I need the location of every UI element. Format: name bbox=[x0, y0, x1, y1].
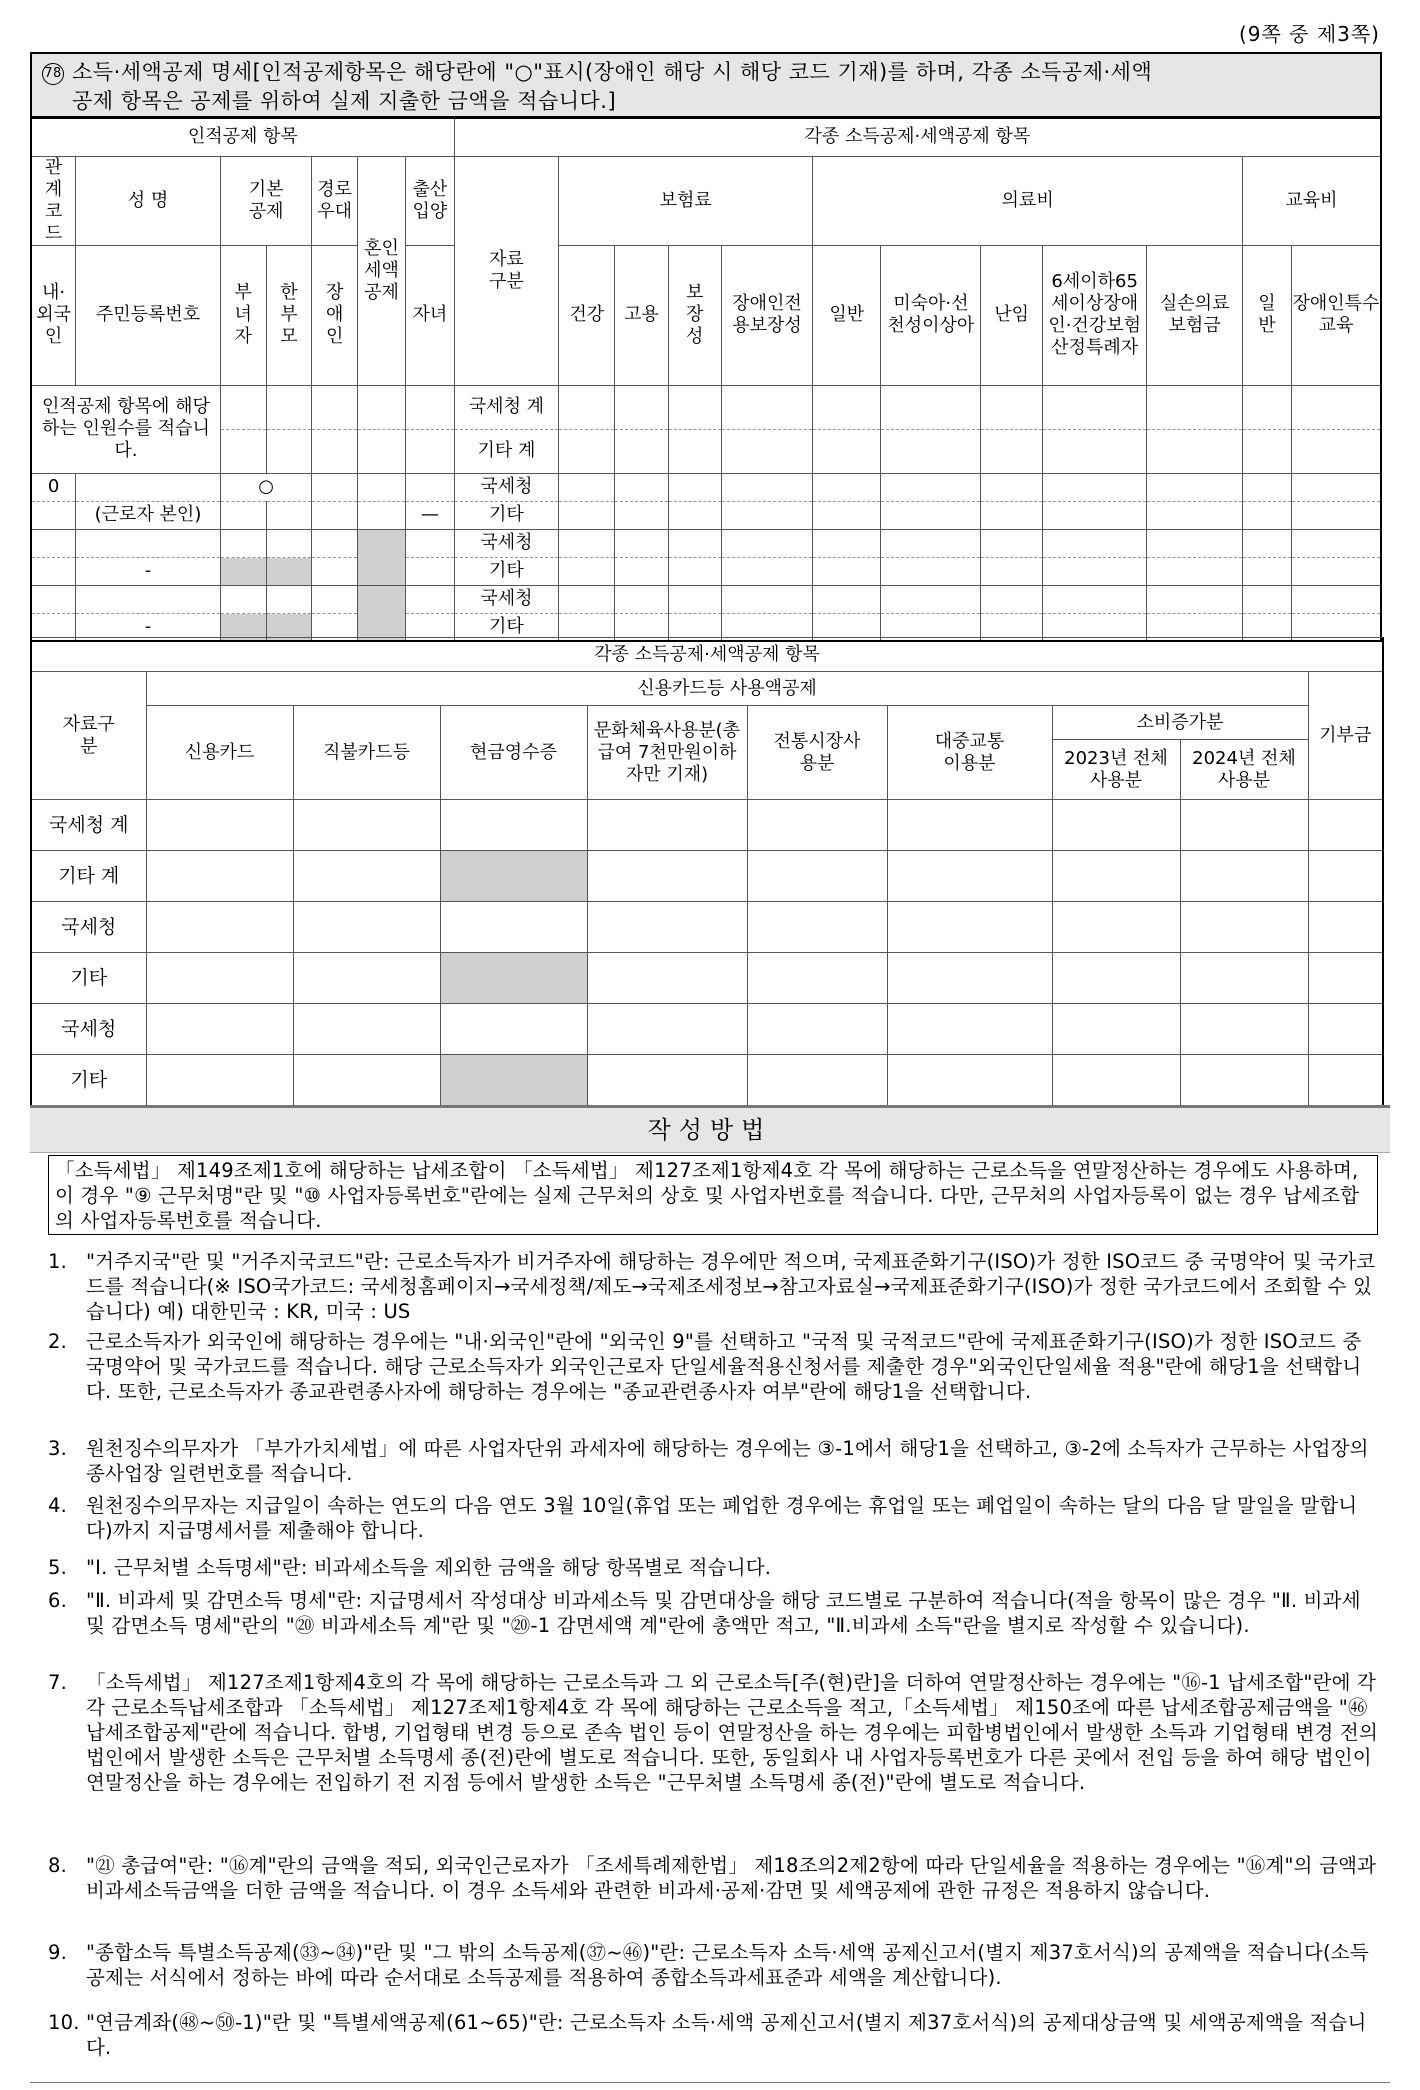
cell[interactable] bbox=[293, 1004, 440, 1055]
cell[interactable] bbox=[266, 585, 312, 613]
disabled-shaded-cell bbox=[358, 529, 406, 585]
cell[interactable] bbox=[146, 800, 293, 851]
cell[interactable] bbox=[293, 800, 440, 851]
other-total-label: 기타 계 bbox=[31, 851, 146, 902]
debit-card-header: 직불카드등 bbox=[293, 706, 440, 800]
cell[interactable] bbox=[76, 585, 221, 613]
shaded-cell bbox=[440, 1055, 587, 1106]
cell[interactable] bbox=[1291, 585, 1381, 613]
employment-header: 고용 bbox=[615, 245, 668, 385]
cell[interactable] bbox=[587, 1055, 747, 1106]
cell[interactable] bbox=[721, 557, 812, 585]
disabled-shaded-cell bbox=[358, 585, 406, 641]
cell[interactable] bbox=[1308, 800, 1383, 851]
cell[interactable] bbox=[881, 501, 981, 529]
cell[interactable] bbox=[440, 800, 587, 851]
edu-disabled-header: 장애인특수교육 bbox=[1291, 245, 1381, 385]
cell[interactable] bbox=[312, 501, 358, 529]
cell[interactable] bbox=[405, 473, 454, 501]
cell[interactable] bbox=[721, 473, 812, 501]
cell[interactable] bbox=[1180, 1055, 1308, 1106]
instruction-item bbox=[48, 1493, 1378, 1543]
cell[interactable] bbox=[1291, 529, 1381, 557]
cell[interactable] bbox=[1147, 429, 1243, 473]
item-text: "연금계좌(㊽~㊿-1)"란 및 "특별세액공제(61~65)"란: 근로소득자 소득·세액 공제신고서(별지 제37호서식)의 공제대상금액 및 세액공제액을 적습니다. bbox=[86, 2011, 1367, 2059]
credit-card-header: 신용카드 bbox=[146, 706, 293, 800]
disabled-header: 장애인 bbox=[312, 245, 358, 385]
item-text: 「소득세법」 제127조제1항제4호의 각 목에 해당하는 근로소득과 그 외 근로소득[주(현)란]을 더하여 연말정산하는 경우에는 "⑯-1 납세조합"란에 각각 근로소득납세조합과 「소득세법」 제127조제1항제4호 각 목에 해당하는 근로소득을 적고,「소득세법」 제150조에 따른 납세조합공제금액을 "㊻ 납세조합공제"란에 적습니다. 합병, 기업형태 변경 등으로 존속 법인 등이 연말정산을 하는 경우에는 피합병법인에서 발생한 소득과 기업형태 변경 전의 법인에서 발생한 소득은 근무처별 소득명세 종(전)란에 별도로 적습니다. 또한, 동일회사 내 사업자등록번호가 다른 곳에서 전입 등을 하여 해당 법인이 연말정산을 하는 경우에는 전입하기 전 지점 등에서 발생한 소득은 "근무처별 소득명세 종(전)"란에 별도로 적습니다. bbox=[86, 1671, 1378, 1794]
cell[interactable] bbox=[668, 501, 721, 529]
disabled-coverage-header: 장애인전용보장성 bbox=[721, 245, 812, 385]
cell[interactable] bbox=[1243, 429, 1292, 473]
cell[interactable] bbox=[747, 902, 887, 953]
cell[interactable] bbox=[31, 585, 76, 613]
cell[interactable] bbox=[405, 529, 454, 557]
cell[interactable] bbox=[587, 851, 747, 902]
relation-code-header: 관계코드 bbox=[31, 156, 76, 245]
insurance-header: 보험료 bbox=[559, 156, 813, 245]
cell[interactable] bbox=[615, 501, 668, 529]
cell[interactable] bbox=[615, 385, 668, 429]
cell[interactable] bbox=[358, 501, 406, 529]
shaded-cell bbox=[440, 851, 587, 902]
cell[interactable] bbox=[881, 385, 981, 429]
cell[interactable] bbox=[887, 1055, 1052, 1106]
item-text: 근로소득자가 외국인에 해당하는 경우에는 "내·외국인"란에 "외국인 9"를 선택하고 "국적 및 국적코드"란에 국제표준화기구(ISO)가 정한 ISO코드 중 국명약어 및 국가코드를 적습니다. 해당 근로소득자가 외국인근로자 단일세율적용신청서를 제출한 경우"외국인단일세율 적용"란에 해당1을 선택합니다. 또한, 근로소득자가 종교관련종사자에 해당하는 경우에는 "종교관련종사자 여부"란에 해당1을 선택합니다. bbox=[86, 1330, 1362, 1403]
cell[interactable] bbox=[1243, 385, 1292, 429]
cell[interactable] bbox=[1291, 501, 1381, 529]
item-text: "Ⅱ. 비과세 및 감면소득 명세"란: 지급명세서 작성대상 비과세소득 및 감면대상을 해당 코드별로 구분하여 적습니다(적을 항목이 많은 경우 "Ⅱ. 비과세 및 감면소득 명세"란의 "⑳ 비과세소득 계"란 및 "⑳-1 감면세액 계"란에 총액만 적고, "Ⅱ.비과세 소득"란을 별지로 작성할 수 있습니다). bbox=[86, 1589, 1361, 1637]
cell[interactable] bbox=[615, 429, 668, 473]
cell[interactable] bbox=[559, 385, 615, 429]
cell[interactable] bbox=[587, 953, 747, 1004]
personal-deduction-group-header: 인적공제 항목 bbox=[31, 118, 454, 156]
cell[interactable] bbox=[146, 902, 293, 953]
cell[interactable] bbox=[220, 585, 266, 613]
cell[interactable] bbox=[220, 501, 266, 529]
cell[interactable] bbox=[721, 529, 812, 557]
cell[interactable] bbox=[1291, 473, 1381, 501]
health-header: 건강 bbox=[559, 245, 615, 385]
shaded-cell bbox=[440, 953, 587, 1004]
cell[interactable] bbox=[293, 851, 440, 902]
item-text: 원천징수의무자는 지급일이 속하는 연도의 다음 연도 3월 10일(휴업 또는 폐업한 경우에는 휴업일 또는 폐업일이 속하는 달의 다음 달 말일을 말합니다)까지 지급명세서를 제출해야 합니다. bbox=[86, 1494, 1358, 1542]
child-header: 자녀 bbox=[405, 245, 454, 385]
infertility-header: 난임 bbox=[981, 245, 1043, 385]
cell[interactable] bbox=[559, 429, 615, 473]
cell[interactable] bbox=[358, 385, 406, 429]
cell[interactable] bbox=[220, 529, 266, 557]
section-title-line1: 소득·세액공제 명세[인적공제항목은 해당란에 "○"표시(장애인 해당 시 해당 코드 기재)를 하며, 각종 소득공제·세액 bbox=[72, 60, 1153, 84]
section-78-header bbox=[30, 52, 1382, 117]
headcount-note: 인적공제 항목에 해당하는 인원수를 적습니다. bbox=[31, 385, 220, 473]
instruction-item bbox=[48, 1436, 1378, 1486]
cell[interactable] bbox=[405, 585, 454, 613]
cash-receipt-header: 현금영수증 bbox=[440, 706, 587, 800]
page-number: (9쪽 중 제3쪽) bbox=[1238, 22, 1380, 46]
cell[interactable] bbox=[559, 557, 615, 585]
guide-title: 작성방법 bbox=[30, 1105, 1390, 1153]
bottom-rule bbox=[30, 2082, 1390, 2083]
item-number: 2. bbox=[48, 1330, 68, 1353]
name-header: 성 명 bbox=[76, 156, 221, 245]
cell[interactable] bbox=[1243, 585, 1292, 613]
item-text: "㉑ 총급여"란: "⑯계"란의 금액을 적되, 외국인근로자가 「조세특례제한법」 제18조의2제2항에 따라 단일세율을 적용하는 경우에는 "⑯계"의 금액과 비과세소득금액을 더한 금액을 적습니다. 이 경우 소득세와 관련한 비과세·공제·감면 및 세액공제에 관한 규정은 적용하지 않습니다. bbox=[86, 1854, 1377, 1902]
cell[interactable] bbox=[293, 902, 440, 953]
cell[interactable] bbox=[266, 501, 312, 529]
cell[interactable] bbox=[293, 953, 440, 1004]
nts-label: 국세청 bbox=[454, 585, 558, 613]
cell[interactable] bbox=[405, 557, 454, 585]
cell[interactable] bbox=[887, 851, 1052, 902]
cell[interactable] bbox=[1308, 902, 1383, 953]
cell[interactable] bbox=[881, 473, 981, 501]
item-text: "종합소득 특별소득공제(㉝~㉞)"란 및 "그 밖의 소득공제(㊲~㊻)"란: 근로소득자 소득·세액 공제신고서(별지 제37호서식)의 공제액을 적습니다(소득공제는 서식에서 정하는 바에 따라 순서대로 소득공제를 적용하여 종합소득과세표준과 세액을 계산합니다). bbox=[86, 1941, 1369, 1989]
cell[interactable] bbox=[981, 473, 1043, 501]
cell[interactable] bbox=[887, 953, 1052, 1004]
cell[interactable] bbox=[1308, 953, 1383, 1004]
increase-header: 소비증가분 bbox=[1052, 706, 1308, 740]
instruction-item bbox=[48, 1329, 1378, 1404]
nts-total-label: 국세청 계 bbox=[454, 385, 558, 429]
cell[interactable] bbox=[981, 385, 1043, 429]
medical-header: 의료비 bbox=[813, 156, 1243, 245]
cell[interactable] bbox=[31, 557, 76, 585]
elderly-header: 경로우대 bbox=[312, 156, 358, 245]
other-label: 기타 bbox=[454, 501, 558, 529]
culture-header: 문화체육사용분(총급여 7천만원이하자만 기재) bbox=[587, 706, 747, 800]
cell[interactable] bbox=[1180, 953, 1308, 1004]
cell[interactable] bbox=[881, 585, 981, 613]
cell[interactable] bbox=[312, 557, 358, 585]
cell[interactable] bbox=[31, 501, 76, 529]
cell[interactable] bbox=[1243, 501, 1292, 529]
self-label-cell: (근로자 본인) bbox=[76, 501, 221, 529]
cell[interactable] bbox=[358, 429, 406, 473]
cell[interactable] bbox=[1180, 1004, 1308, 1055]
cell[interactable] bbox=[266, 385, 312, 429]
basic-deduction-header: 기본공제 bbox=[220, 156, 311, 245]
cell[interactable] bbox=[747, 851, 887, 902]
market-header: 전통시장사용분 bbox=[747, 706, 887, 800]
cell[interactable] bbox=[1308, 1004, 1383, 1055]
data-type-header: 자료구분 bbox=[454, 156, 558, 385]
cell[interactable] bbox=[1147, 473, 1243, 501]
cell[interactable] bbox=[1243, 529, 1292, 557]
instruction-item bbox=[48, 2010, 1378, 2060]
item-number: 8. bbox=[48, 1854, 68, 1877]
cell[interactable] bbox=[312, 429, 358, 473]
cell[interactable] bbox=[813, 585, 881, 613]
cell[interactable] bbox=[721, 501, 812, 529]
item-number: 10. bbox=[48, 2011, 80, 2034]
cell[interactable] bbox=[813, 529, 881, 557]
cell[interactable] bbox=[747, 1004, 887, 1055]
transit-header: 대중교통이용분 bbox=[887, 706, 1052, 800]
cell[interactable] bbox=[1291, 385, 1381, 429]
nts-label: 국세청 bbox=[31, 902, 146, 953]
cell[interactable] bbox=[1308, 851, 1383, 902]
section-title-line2: 공제 항목은 공제를 위하여 실제 지출한 금액을 적습니다.] bbox=[72, 89, 617, 113]
medical-general-header: 일반 bbox=[813, 245, 881, 385]
cell[interactable] bbox=[1147, 385, 1243, 429]
cell[interactable] bbox=[1052, 800, 1180, 851]
cell[interactable] bbox=[813, 501, 881, 529]
cell[interactable] bbox=[1052, 902, 1180, 953]
cell[interactable] bbox=[1043, 529, 1147, 557]
cell[interactable] bbox=[1052, 1004, 1180, 1055]
basic-mark-cell[interactable]: ○ bbox=[220, 473, 311, 501]
cell[interactable] bbox=[668, 557, 721, 585]
other-label: 기타 bbox=[454, 613, 558, 641]
cell[interactable] bbox=[881, 557, 981, 585]
cell[interactable] bbox=[747, 1055, 887, 1106]
item-number: 1. bbox=[48, 1250, 68, 1273]
various-deduction-group-header: 각종 소득공제·세액공제 항목 bbox=[454, 118, 1381, 156]
cell[interactable] bbox=[220, 429, 266, 473]
cell[interactable] bbox=[293, 1055, 440, 1106]
cell[interactable] bbox=[981, 501, 1043, 529]
coverage-header: 보장성 bbox=[668, 245, 721, 385]
cell[interactable] bbox=[559, 585, 615, 613]
edu-general-header: 일반 bbox=[1243, 245, 1292, 385]
cell[interactable] bbox=[587, 902, 747, 953]
cell[interactable] bbox=[615, 585, 668, 613]
cell[interactable] bbox=[887, 1004, 1052, 1055]
cell[interactable] bbox=[1147, 585, 1243, 613]
cell[interactable] bbox=[881, 529, 981, 557]
other-label: 기타 bbox=[31, 953, 146, 1004]
cell[interactable] bbox=[615, 473, 668, 501]
marriage-credit-header: 혼인세액공제 bbox=[358, 156, 406, 385]
section-number: 78 bbox=[42, 63, 64, 85]
cell[interactable] bbox=[1052, 953, 1180, 1004]
shaded-cell bbox=[266, 557, 312, 585]
cell[interactable] bbox=[440, 902, 587, 953]
cell[interactable] bbox=[1308, 1055, 1383, 1106]
item-text: "거주지국"란 및 "거주지국코드"란: 근로소득자가 비거주자에 해당하는 경우에만 적으며, 국제표준화기구(ISO)가 정한 ISO코드 중 국명약어 및 국가코드를 적습니다(※ ISO국가코드: 국세청홈페이지→국세정책/제도→국제조세정보→참고자료실→국제표준화기구(ISO)가 정한 국가코드에서 조회할 수 있습니다) 예) 대한민국 : KR, 미국 : US bbox=[86, 1250, 1376, 1323]
donation-header: 기부금 bbox=[1308, 672, 1383, 800]
item-text: 원천징수의무자가 「부가가치세법」에 따른 사업자단위 과세자에 해당하는 경우에는 ③-1에서 해당1을 선택하고, ③-2에 소득자가 근무하는 사업장의 종사업장 일련번호를 적습니다. bbox=[86, 1437, 1369, 1485]
cell[interactable] bbox=[559, 529, 615, 557]
cell[interactable] bbox=[1052, 1055, 1180, 1106]
cell[interactable] bbox=[146, 1004, 293, 1055]
item-number: 3. bbox=[48, 1437, 68, 1460]
year-2024-header: 2024년 전체 사용분 bbox=[1180, 740, 1308, 800]
cell[interactable] bbox=[559, 473, 615, 501]
cell[interactable] bbox=[1043, 429, 1147, 473]
rrn-dash-cell[interactable]: - bbox=[76, 557, 221, 585]
cell[interactable] bbox=[1180, 851, 1308, 902]
cell[interactable] bbox=[146, 851, 293, 902]
foreign-header: 내·외국인 bbox=[31, 245, 76, 385]
cell[interactable] bbox=[887, 800, 1052, 851]
other-total-label: 기타 계 bbox=[454, 429, 558, 473]
cell[interactable] bbox=[668, 473, 721, 501]
cell[interactable] bbox=[1180, 902, 1308, 953]
cell[interactable] bbox=[668, 385, 721, 429]
cell[interactable] bbox=[721, 385, 812, 429]
education-header: 교육비 bbox=[1243, 156, 1382, 245]
instruction-item bbox=[48, 1670, 1378, 1795]
item-number: 7. bbox=[48, 1671, 68, 1694]
cell[interactable] bbox=[1243, 557, 1292, 585]
child-dash-cell: — bbox=[405, 501, 454, 529]
cell[interactable] bbox=[1291, 557, 1381, 585]
cell[interactable] bbox=[358, 473, 406, 501]
birth-adoption-header: 출산입양 bbox=[405, 156, 454, 245]
cell[interactable] bbox=[881, 429, 981, 473]
indemnity-header: 실손의료보험금 bbox=[1147, 245, 1243, 385]
cell[interactable] bbox=[405, 429, 454, 473]
year-2023-header: 2023년 전체 사용분 bbox=[1052, 740, 1180, 800]
woman-header: 부녀자 bbox=[220, 245, 266, 385]
cell[interactable] bbox=[813, 429, 881, 473]
card-group-header: 각종 소득공제·세액공제 항목 bbox=[31, 638, 1383, 672]
single-parent-header: 한부모 bbox=[266, 245, 312, 385]
cell[interactable] bbox=[587, 800, 747, 851]
cell[interactable] bbox=[1043, 473, 1147, 501]
cell[interactable] bbox=[1243, 473, 1292, 501]
deduction-table bbox=[30, 117, 1382, 642]
cell[interactable] bbox=[668, 429, 721, 473]
cell[interactable] bbox=[747, 953, 887, 1004]
rrn-dash-cell[interactable]: - bbox=[76, 613, 221, 641]
cell[interactable] bbox=[266, 529, 312, 557]
item-number: 4. bbox=[48, 1494, 68, 1517]
cell[interactable] bbox=[1043, 585, 1147, 613]
cell[interactable] bbox=[721, 585, 812, 613]
relation-code-cell[interactable]: 0 bbox=[31, 473, 76, 501]
cell[interactable] bbox=[981, 429, 1043, 473]
instruction-item bbox=[48, 1555, 1378, 1580]
cell[interactable] bbox=[440, 1004, 587, 1055]
cell[interactable] bbox=[1043, 385, 1147, 429]
cell[interactable] bbox=[31, 529, 76, 557]
cell[interactable] bbox=[981, 557, 1043, 585]
cell[interactable] bbox=[405, 385, 454, 429]
card-usage-header: 신용카드등 사용액공제 bbox=[146, 672, 1308, 706]
cell[interactable] bbox=[747, 800, 887, 851]
cell[interactable] bbox=[1180, 800, 1308, 851]
cell[interactable] bbox=[887, 902, 1052, 953]
cell[interactable] bbox=[1147, 557, 1243, 585]
cell[interactable] bbox=[312, 585, 358, 613]
cell[interactable] bbox=[981, 529, 1043, 557]
nts-label: 국세청 bbox=[454, 473, 558, 501]
cell[interactable] bbox=[1043, 501, 1147, 529]
shaded-cell bbox=[220, 557, 266, 585]
cell[interactable] bbox=[312, 529, 358, 557]
item-number: 6. bbox=[48, 1589, 68, 1612]
other-label: 기타 bbox=[454, 557, 558, 585]
cell[interactable] bbox=[559, 501, 615, 529]
cell[interactable] bbox=[615, 557, 668, 585]
instruction-item bbox=[48, 1853, 1378, 1903]
premature-header: 미숙아·선천성이상아 bbox=[881, 245, 981, 385]
cell[interactable] bbox=[1043, 557, 1147, 585]
nts-label: 국세청 bbox=[454, 529, 558, 557]
cell[interactable] bbox=[146, 953, 293, 1004]
data-type-header-2: 자료구분 bbox=[31, 672, 146, 800]
instruction-item bbox=[48, 1588, 1378, 1638]
cell[interactable] bbox=[1147, 529, 1243, 557]
cell[interactable] bbox=[813, 557, 881, 585]
cell[interactable] bbox=[1052, 851, 1180, 902]
item-number: 5. bbox=[48, 1556, 68, 1579]
special-medical-header: 6세이하65세이상장애인·건강보험산정특례자 bbox=[1043, 245, 1147, 385]
cell[interactable] bbox=[266, 429, 312, 473]
rrn-header: 주민등록번호 bbox=[76, 245, 221, 385]
item-text: "Ⅰ. 근무처별 소득명세"란: 비과세소득을 제외한 금액을 해당 항목별로 적습니다. bbox=[86, 1556, 772, 1579]
cell[interactable] bbox=[1147, 501, 1243, 529]
cell[interactable] bbox=[146, 1055, 293, 1106]
cell[interactable] bbox=[312, 473, 358, 501]
cell[interactable] bbox=[1291, 429, 1381, 473]
instruction-item bbox=[48, 1249, 1378, 1324]
cell[interactable] bbox=[813, 473, 881, 501]
cell[interactable] bbox=[587, 1004, 747, 1055]
name-cell[interactable] bbox=[76, 473, 221, 501]
nts-label: 국세청 bbox=[31, 1004, 146, 1055]
cell[interactable] bbox=[220, 385, 266, 429]
nts-total-label: 국세청 계 bbox=[31, 800, 146, 851]
cell[interactable] bbox=[668, 585, 721, 613]
cell[interactable] bbox=[721, 429, 812, 473]
cell[interactable] bbox=[981, 585, 1043, 613]
cell[interactable] bbox=[668, 529, 721, 557]
card-usage-table bbox=[30, 637, 1384, 1107]
other-label: 기타 bbox=[31, 1055, 146, 1106]
cell[interactable] bbox=[813, 385, 881, 429]
item-number: 9. bbox=[48, 1941, 68, 1964]
instruction-item bbox=[48, 1940, 1378, 1990]
cell[interactable] bbox=[615, 529, 668, 557]
cell[interactable] bbox=[312, 385, 358, 429]
cell[interactable] bbox=[76, 529, 221, 557]
guide-intro: 「소득세법」 제149조제1호에 해당하는 납세조합이 「소득세법」 제127조제1항제4호 각 목에 해당하는 근로소득을 연말정산하는 경우에도 사용하며, 이 경우 "⑨ 근무처명"란 및 "⑩ 사업자등록번호"란에는 실제 근무처의 상호 및 사업자번호를 적습니다. 다만, 근무처의 사업자등록이 없는 경우 납세조합의 사업자등록번호를 적습니다. bbox=[48, 1155, 1378, 1235]
